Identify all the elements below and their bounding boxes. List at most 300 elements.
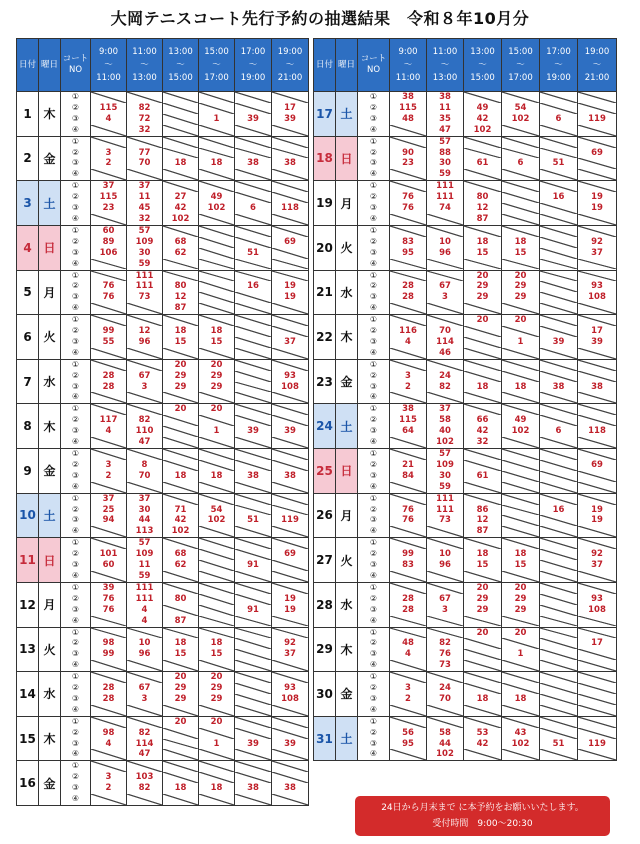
slot-cell: [272, 181, 309, 226]
lottery-count: 60: [102, 225, 115, 236]
court-number: ③: [71, 247, 80, 257]
lottery-count: 110: [135, 426, 154, 437]
day-number: 8: [17, 404, 39, 449]
empty-slot: [578, 449, 616, 460]
day-number: 28: [314, 582, 336, 627]
header-timeslot: [199, 39, 235, 92]
empty-slot: [390, 315, 426, 326]
lottery-count: 90: [402, 147, 414, 158]
court-number: ②: [71, 415, 80, 425]
weekday-label: 日: [336, 136, 358, 181]
empty-slot: [464, 259, 501, 270]
court-number: ①: [71, 672, 80, 682]
empty-slot: [235, 303, 271, 314]
empty-slot: [578, 583, 616, 594]
empty-slot: [235, 148, 271, 159]
lottery-count: 1: [213, 113, 220, 124]
empty-slot: [199, 125, 234, 136]
day-number: 10: [17, 493, 39, 538]
lottery-count: 69: [591, 147, 603, 158]
lottery-count: 82: [138, 415, 151, 426]
lottery-count: 24: [439, 683, 451, 694]
empty-slot: [578, 404, 616, 415]
court-number: ③: [369, 515, 378, 525]
court-number: ①: [369, 627, 378, 637]
header-timeslot: [427, 39, 464, 92]
slot-cell: [163, 136, 199, 181]
empty-slot: [272, 505, 308, 516]
empty-slot: [502, 181, 539, 192]
slot-cell: [427, 270, 464, 315]
lottery-count: 92: [591, 236, 603, 247]
empty-slot: [502, 259, 539, 270]
slot-cell: [163, 761, 199, 806]
slot-cell: [127, 181, 163, 226]
empty-slot: [540, 181, 577, 192]
empty-slot: [502, 92, 539, 103]
court-number: ③: [369, 292, 378, 302]
court-numbers: [61, 761, 91, 806]
slot-cell: [91, 404, 127, 449]
empty-slot: [502, 749, 539, 760]
empty-slot: [127, 404, 162, 415]
lottery-count: 44: [439, 738, 451, 749]
court-number: ②: [369, 147, 378, 157]
empty-slot: [502, 471, 539, 482]
lottery-count: 61: [476, 158, 489, 169]
slot-cell: [578, 582, 617, 627]
empty-slot: [540, 437, 577, 448]
empty-slot: [127, 137, 162, 148]
empty-slot: [199, 214, 234, 225]
lottery-count: 21: [402, 459, 414, 470]
empty-slot: [540, 660, 577, 671]
lottery-count: 76: [402, 192, 414, 203]
lottery-count: 70: [439, 326, 451, 337]
empty-slot: [235, 415, 271, 426]
lottery-count: 4: [405, 336, 411, 347]
empty-slot: [502, 437, 539, 448]
lottery-count: 29: [210, 381, 223, 392]
empty-slot: [235, 794, 271, 805]
lottery-count: 20: [514, 627, 527, 638]
lottery-count: 30: [439, 470, 451, 481]
lottery-count: 49: [476, 102, 489, 113]
lottery-count: 27: [174, 192, 187, 203]
court-number: ②: [71, 192, 80, 202]
slot-cell: [127, 582, 163, 627]
empty-slot: [502, 538, 539, 549]
lottery-count: 3: [442, 604, 448, 615]
empty-slot: [578, 649, 616, 660]
lottery-count: 16: [552, 504, 565, 515]
empty-slot: [91, 794, 126, 805]
empty-slot: [199, 616, 234, 627]
empty-slot: [127, 348, 162, 359]
empty-slot: [272, 728, 308, 739]
day-number: 17: [314, 92, 336, 137]
lottery-count: 39: [247, 738, 259, 749]
empty-slot: [235, 169, 271, 180]
lottery-count: 16: [552, 192, 565, 203]
court-number: ②: [71, 504, 80, 514]
day-number: 23: [314, 359, 336, 404]
court-number: ④: [369, 437, 378, 447]
weekday-label: 日: [39, 538, 61, 583]
weekday-label: 水: [39, 359, 61, 404]
slot-cell: [540, 181, 578, 226]
lottery-count: 18: [476, 549, 489, 560]
court-numbers: [358, 404, 390, 449]
slot-cell: [390, 449, 427, 494]
day-number: 9: [17, 449, 39, 494]
lottery-count: 20: [174, 404, 187, 415]
slot-cell: [464, 181, 502, 226]
slot-cell: [199, 672, 235, 717]
slot-cell: [127, 225, 163, 270]
court-number: ②: [71, 147, 80, 157]
lottery-count: 76: [402, 504, 414, 515]
lottery-count: 29: [476, 292, 489, 303]
slot-cell: [272, 449, 309, 494]
slot-cell: [127, 270, 163, 315]
court-number: ③: [71, 649, 80, 659]
lottery-count: 20: [210, 404, 223, 415]
lottery-count: 73: [439, 515, 451, 526]
empty-slot: [199, 271, 234, 282]
lottery-count: 30: [138, 504, 151, 515]
slot-cell: [427, 493, 464, 538]
lottery-count: 38: [247, 783, 259, 794]
lottery-count: 18: [514, 693, 527, 704]
lottery-count: 106: [99, 247, 118, 258]
lottery-count: 20: [210, 716, 223, 727]
lottery-count: 28: [102, 381, 115, 392]
lottery-count: 35: [439, 113, 451, 124]
slot-cell: [272, 538, 309, 583]
lottery-count: 29: [514, 593, 527, 604]
empty-slot: [540, 494, 577, 505]
empty-slot: [163, 426, 198, 437]
day-row: [17, 92, 309, 137]
empty-slot: [272, 538, 308, 549]
empty-slot: [272, 660, 308, 671]
court-number: ②: [369, 281, 378, 291]
empty-slot: [199, 303, 234, 314]
empty-slot: [540, 616, 577, 627]
empty-slot: [540, 203, 577, 214]
empty-slot: [464, 749, 501, 760]
court-number: ④: [71, 303, 80, 313]
lottery-count: 58: [439, 415, 451, 426]
lottery-count: 42: [476, 426, 489, 437]
timeslot-text: 17:00: [546, 46, 571, 57]
empty-slot: [578, 571, 616, 582]
empty-slot: [199, 594, 234, 605]
empty-slot: [578, 683, 616, 694]
lottery-count: 20: [476, 582, 489, 593]
lottery-count: 51: [552, 158, 565, 169]
empty-slot: [235, 125, 271, 136]
lottery-count: 54: [210, 504, 223, 515]
lottery-count: 18: [174, 638, 187, 649]
slot-cell: [427, 582, 464, 627]
slot-cell: [540, 404, 578, 449]
court-numbers: [61, 136, 91, 181]
empty-slot: [272, 526, 308, 537]
empty-slot: [502, 371, 539, 382]
lottery-count: 32: [138, 213, 151, 224]
lottery-count: 28: [402, 292, 414, 303]
slot-cell: [502, 716, 540, 761]
lottery-count: 29: [210, 693, 223, 704]
lottery-count: 15: [210, 649, 223, 660]
empty-slot: [578, 705, 616, 716]
empty-slot: [127, 449, 162, 460]
day-number: 18: [314, 136, 336, 181]
slot-cell: [464, 716, 502, 761]
lottery-count: 1: [517, 336, 524, 347]
empty-slot: [540, 292, 577, 303]
empty-slot: [390, 360, 426, 371]
empty-slot: [163, 583, 198, 594]
court-numbers: [61, 672, 91, 717]
slot-cell: [199, 315, 235, 360]
court-number: ①: [71, 315, 80, 325]
slot-cell: [91, 493, 127, 538]
lottery-count: 60: [102, 560, 115, 571]
court-number: ③: [369, 738, 378, 748]
slot-cell: [502, 404, 540, 449]
court-number: ①: [369, 136, 378, 146]
slot-cell: [578, 181, 617, 226]
empty-slot: [540, 303, 577, 314]
empty-slot: [540, 315, 577, 326]
header-court-text: コート: [360, 54, 387, 64]
lottery-count: 18: [210, 158, 223, 169]
empty-slot: [127, 717, 162, 728]
lottery-count: 42: [174, 515, 187, 526]
timeslot-text: 15:00: [470, 72, 495, 83]
lottery-count: 39: [591, 336, 603, 347]
lottery-count: 10: [439, 236, 451, 247]
day-row: [17, 136, 309, 181]
slot-cell: [91, 270, 127, 315]
lottery-count: 16: [247, 281, 259, 292]
court-number: ②: [71, 772, 80, 782]
lottery-count: 3: [405, 370, 411, 381]
empty-slot: [390, 437, 426, 448]
empty-slot: [127, 315, 162, 326]
day-row: [17, 404, 309, 449]
court-number: ③: [369, 336, 378, 346]
empty-slot: [502, 660, 539, 671]
lottery-count: 102: [511, 113, 530, 124]
empty-slot: [163, 92, 198, 103]
slot-cell: [235, 672, 272, 717]
empty-slot: [578, 749, 616, 760]
weekday-label: 金: [39, 136, 61, 181]
court-number: ①: [71, 92, 80, 101]
empty-slot: [163, 103, 198, 114]
empty-slot: [464, 616, 501, 627]
court-number: ①: [369, 359, 378, 369]
empty-slot: [390, 449, 426, 460]
empty-slot: [578, 181, 616, 192]
empty-slot: [272, 92, 308, 103]
lottery-count: 111: [436, 493, 454, 504]
lottery-count: 20: [514, 315, 527, 326]
day-row: [17, 672, 309, 717]
lottery-count: 3: [442, 292, 448, 303]
court-number: ④: [71, 169, 80, 179]
lottery-count: 3: [141, 381, 148, 392]
slot-cell: [464, 92, 502, 137]
court-number: ③: [71, 381, 80, 391]
day-row: [17, 493, 309, 538]
empty-slot: [272, 360, 308, 371]
empty-slot: [272, 460, 308, 471]
court-number: ④: [71, 570, 80, 580]
empty-slot: [91, 449, 126, 460]
lottery-count: 42: [476, 738, 489, 749]
empty-slot: [199, 103, 234, 114]
court-numbers: [358, 672, 390, 717]
day-row: [314, 493, 617, 538]
lottery-count: 11: [138, 192, 151, 203]
day-number: 4: [17, 225, 39, 270]
day-row: [314, 672, 617, 717]
empty-slot: [235, 660, 271, 671]
day-number: 22: [314, 315, 336, 360]
empty-slot: [427, 571, 463, 582]
empty-slot: [540, 259, 577, 270]
court-number: ②: [71, 370, 80, 380]
court-number: ①: [369, 181, 378, 191]
header-date: 日付: [314, 39, 336, 92]
empty-slot: [502, 392, 539, 403]
empty-slot: [199, 660, 234, 671]
lottery-count: 37: [102, 493, 115, 504]
slot-cell: [127, 359, 163, 404]
empty-slot: [272, 348, 308, 359]
court-number: ③: [369, 693, 378, 703]
empty-slot: [91, 538, 126, 549]
empty-slot: [502, 494, 539, 505]
empty-slot: [235, 571, 271, 582]
empty-slot: [272, 705, 308, 716]
empty-slot: [163, 315, 198, 326]
lottery-count: 11: [138, 560, 151, 571]
weekday-label: 日: [39, 225, 61, 270]
empty-slot: [127, 169, 162, 180]
slot-cell: [427, 716, 464, 761]
slot-cell: [163, 270, 199, 315]
empty-slot: [235, 259, 271, 270]
court-number: ④: [71, 794, 80, 804]
slot-cell: [502, 136, 540, 181]
lottery-count: 119: [588, 113, 606, 124]
day-number: 3: [17, 181, 39, 226]
empty-slot: [464, 482, 501, 493]
lottery-count: 17: [591, 326, 603, 337]
lottery-count: 17: [591, 638, 603, 649]
empty-slot: [540, 538, 577, 549]
timeslot-text: 15:00: [168, 72, 193, 83]
lottery-count: 1: [213, 426, 220, 437]
empty-slot: [390, 271, 426, 282]
slot-cell: [127, 404, 163, 449]
lottery-count: 102: [436, 749, 454, 760]
weekday-label: 火: [39, 315, 61, 360]
empty-slot: [199, 181, 234, 192]
empty-slot: [199, 628, 234, 639]
lottery-count: 37: [284, 336, 296, 347]
empty-slot: [540, 214, 577, 225]
timeslot-text: 15:00: [204, 46, 229, 57]
day-row: [314, 404, 617, 449]
court-number: ④: [369, 526, 378, 536]
empty-slot: [272, 449, 308, 460]
court-number: ①: [369, 449, 378, 458]
lottery-count: 76: [102, 281, 115, 292]
slot-cell: [199, 181, 235, 226]
empty-slot: [390, 303, 426, 314]
lottery-count: 2: [405, 381, 411, 392]
empty-slot: [464, 137, 501, 148]
lottery-count: 51: [247, 247, 259, 258]
header-timeslot: [272, 39, 309, 92]
court-number: ④: [71, 749, 80, 759]
slot-cell: [540, 538, 578, 583]
court-numbers: [61, 359, 91, 404]
empty-slot: [464, 226, 501, 237]
empty-slot: [578, 303, 616, 314]
empty-slot: [235, 437, 271, 448]
empty-slot: [272, 125, 308, 136]
empty-slot: [235, 348, 271, 359]
slot-cell: [127, 761, 163, 806]
empty-slot: [502, 360, 539, 371]
lottery-count: 102: [511, 738, 530, 749]
lottery-count: 108: [281, 381, 299, 392]
empty-slot: [464, 683, 501, 694]
empty-slot: [91, 137, 126, 148]
court-number: ④: [369, 570, 378, 580]
empty-slot: [235, 583, 271, 594]
timeslot-text: 11:00: [132, 46, 157, 57]
weekday-label: 月: [336, 493, 358, 538]
court-number: ④: [71, 392, 80, 402]
empty-slot: [163, 271, 198, 282]
empty-slot: [199, 460, 234, 471]
court-number: ③: [71, 560, 80, 570]
empty-slot: [91, 348, 126, 359]
empty-slot: [464, 672, 501, 683]
header-timeslot: [464, 39, 502, 92]
timeslot-text: 21:00: [277, 72, 303, 83]
empty-slot: [540, 628, 577, 639]
court-number: ③: [71, 738, 80, 748]
slot-cell: [199, 449, 235, 494]
slot-cell: [127, 493, 163, 538]
slot-cell: [199, 270, 235, 315]
lottery-count: 44: [138, 515, 151, 526]
timeslot-text: 13:00: [168, 46, 193, 57]
slot-cell: [540, 449, 578, 494]
empty-slot: [390, 660, 426, 671]
slot-cell: [235, 270, 272, 315]
